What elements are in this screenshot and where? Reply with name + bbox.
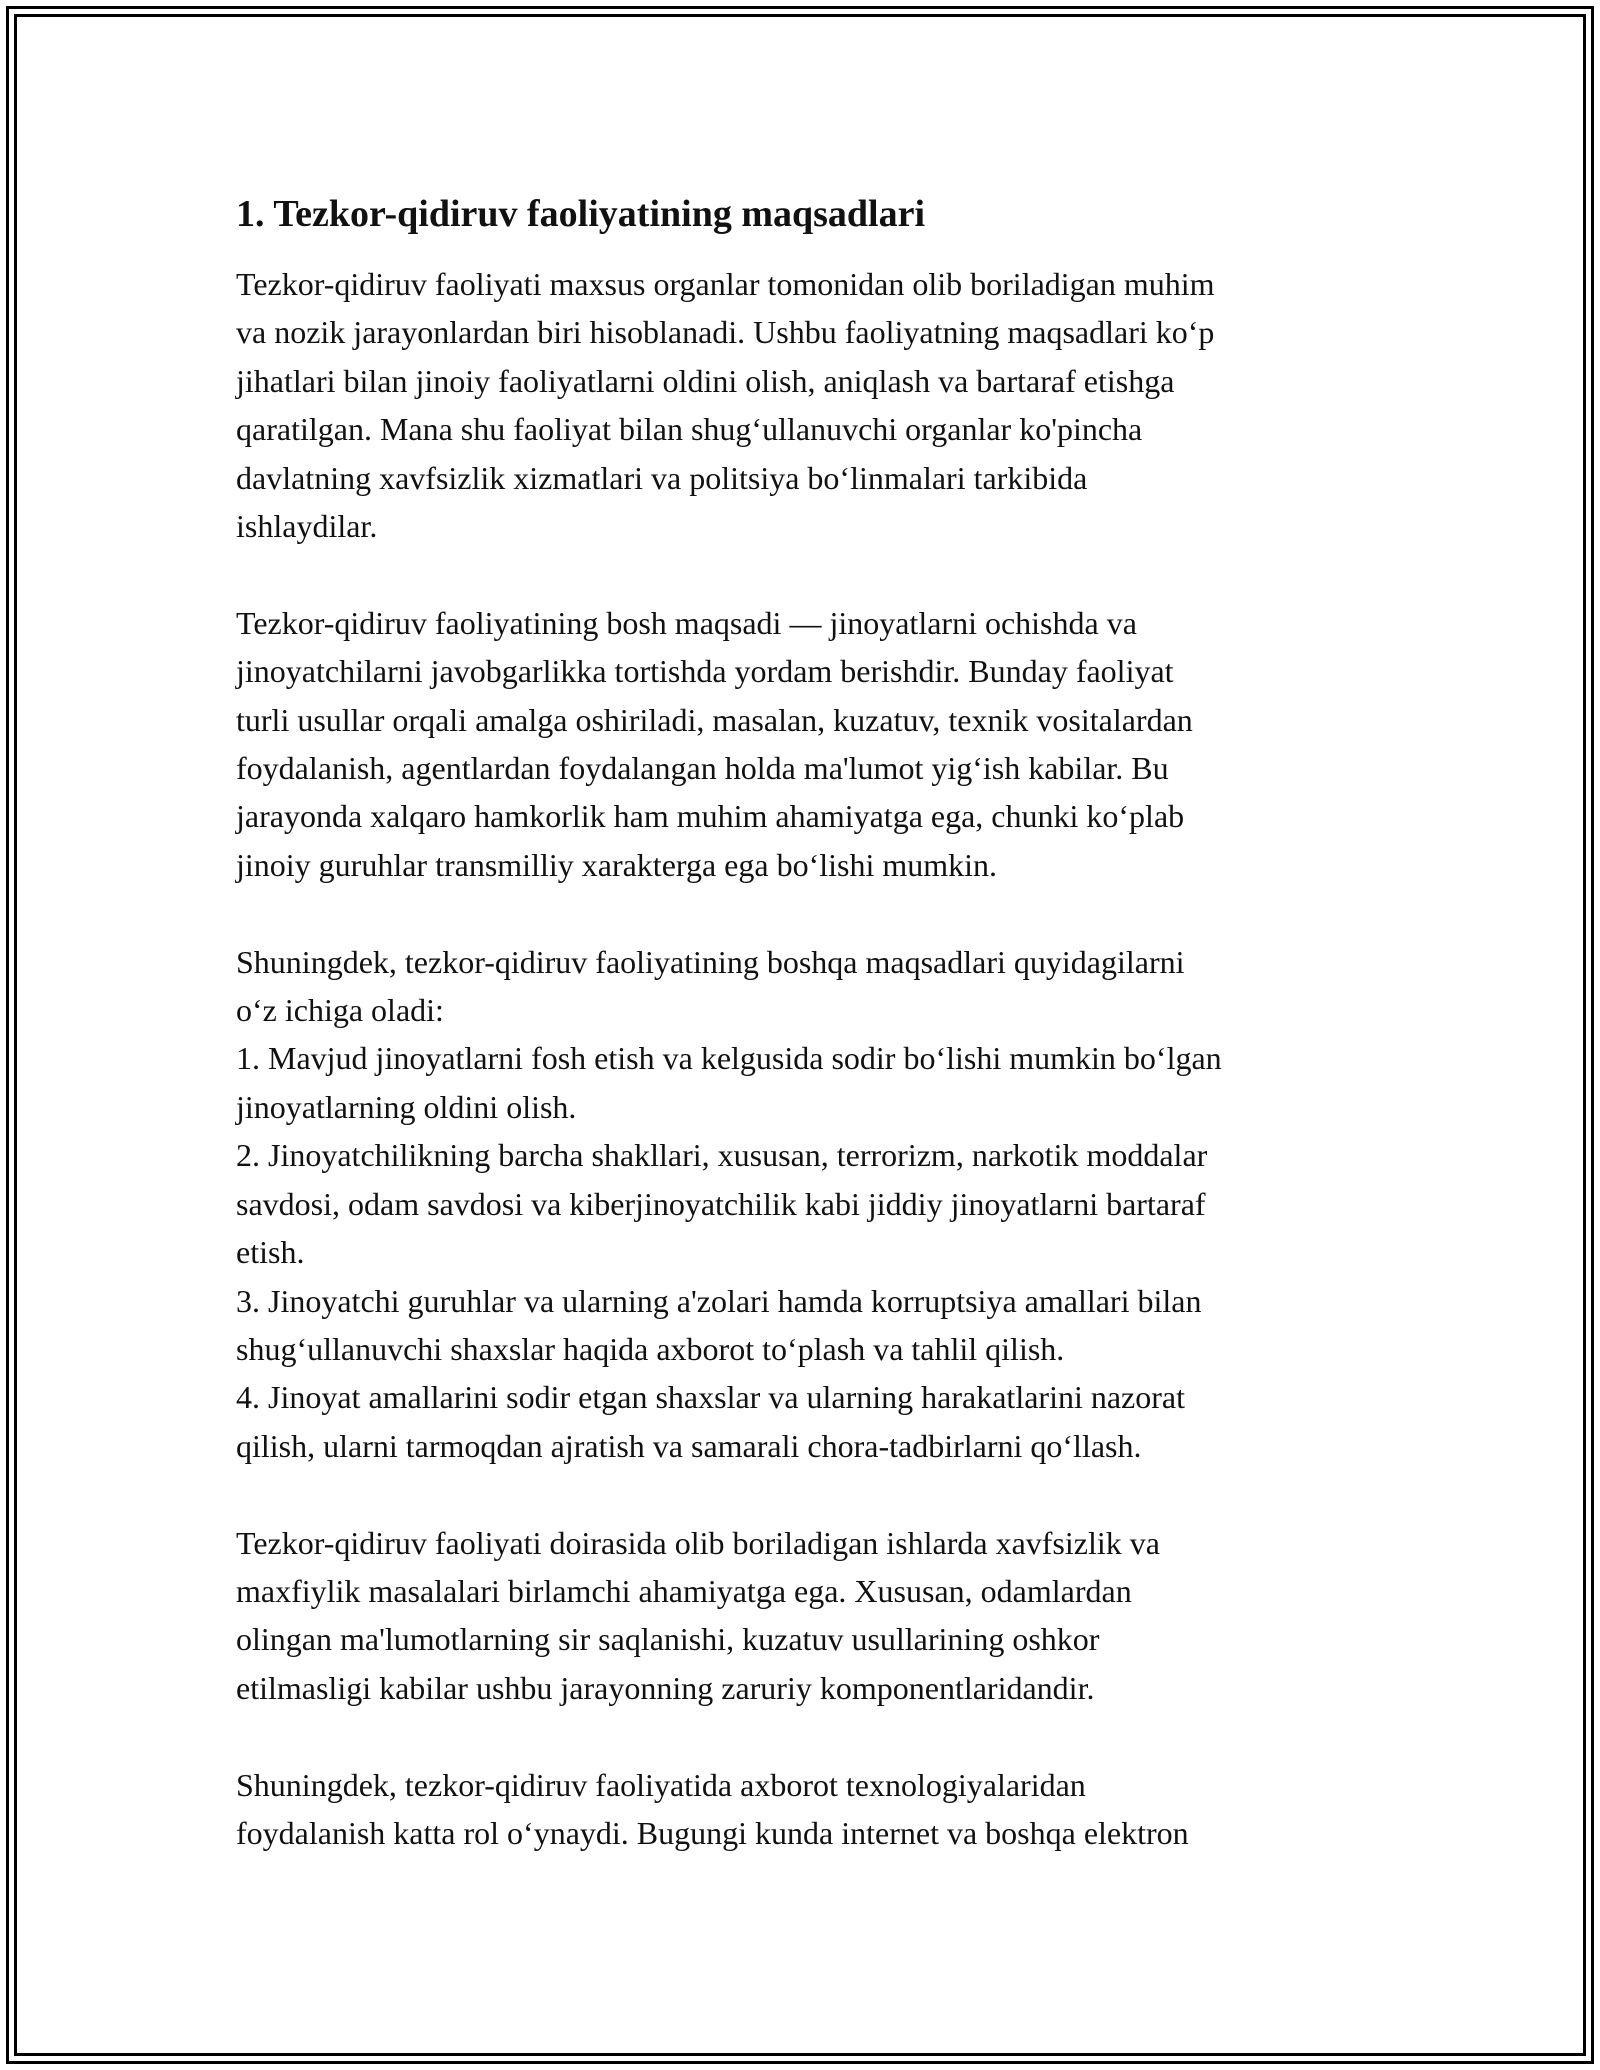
document-body <box>236 188 1376 1906</box>
paragraph-security: Tezkor-qidiruv faoliyati doirasida olib boriladigan ishlarda xavfsizlik va maxfiylik masalalari birlamchi ahamiyatga ega. Xususan, odamlardan olingan ma'lumotlarning sir saqlanishi, kuzatuv usullarining oshkor etilmasligi kabilar ushbu jarayonning zaruriy komponentlaridandir. <box>236 1524 1160 1706</box>
section-heading: 1. Tezkor-qidiruv faoliyatining maqsadlari <box>236 193 926 235</box>
paragraph-technology: Shuningdek, tezkor-qidiruv faoliyatida axborot texnologiyalaridan foydalanish katta rol o‘ynaydi. Bugungi kunda internet va boshqa elektron <box>236 1766 1189 1851</box>
list-item: 2. Jinoyatchilikning barcha shakllari, xususan, terrorizm, narkotik moddalar savdosi, odam savdosi va kiberjinoyatchilik kabi jiddiy jinoyatlarni bartaraf etish. <box>236 1137 1208 1271</box>
list-item: 1. Mavjud jinoyatlarni fosh etish va kelgusida sodir bo‘lishi mumkin bo‘lgan jinoyatlarning oldini olish. <box>236 1040 1222 1125</box>
list-item: 4. Jinoyat amallarini sodir etgan shaxslar va ularning harakatlarini nazorat qilish, ularni tarmoqdan ajratish va samarali chora-tadbirlarni qo‘llash. <box>236 1379 1185 1464</box>
paragraph-main-goal: Tezkor-qidiruv faoliyatining bosh maqsadi — jinoyatlarni ochishda va jinoyatchilarni javobgarlikka tortishda yordam berishdir. Bunday faoliyat turli usullar orqali amalga oshiriladi, masalan, kuzatuv, texnik vositalardan foydalanish, agentlardan foydalangan holda ma'lumot yig‘ish kabilar. Bu jarayonda xalqaro hamkorlik ham muhim ahamiyatga ega, chunki ko‘plab jinoiy guruhlar transmilliy xarakterga ega bo‘lishi mumkin. <box>236 604 1193 883</box>
list-item: 3. Jinoyatchi guruhlar va ularning a'zolari hamda korruptsiya amallari bilan shug‘ullanuvchi shaxslar haqida axborot to‘plash va tahlil qilish. <box>236 1282 1202 1367</box>
goals-list <box>236 938 1376 1470</box>
paragraph-intro: Tezkor-qidiruv faoliyati maxsus organlar tomonidan olib boriladigan muhim va nozik jarayonlardan biri hisoblanadi. Ushbu faoliyatning maqsadlari ko‘p jihatlari bilan jinoiy faoliyatlarni oldini olish, aniqlash va bartaraf etishga qaratilgan. Mana shu faoliyat bilan shug‘ullanuvchi organlar ko'pincha davlatning xavfsizlik xizmatlari va politsiya bo‘linmalari tarkibida ishlaydilar. <box>236 266 1215 545</box>
list-intro: Shuningdek, tezkor-qidiruv faoliyatining boshqa maqsadlari quyidagilarni o‘z ichiga oladi: <box>236 943 1185 1029</box>
